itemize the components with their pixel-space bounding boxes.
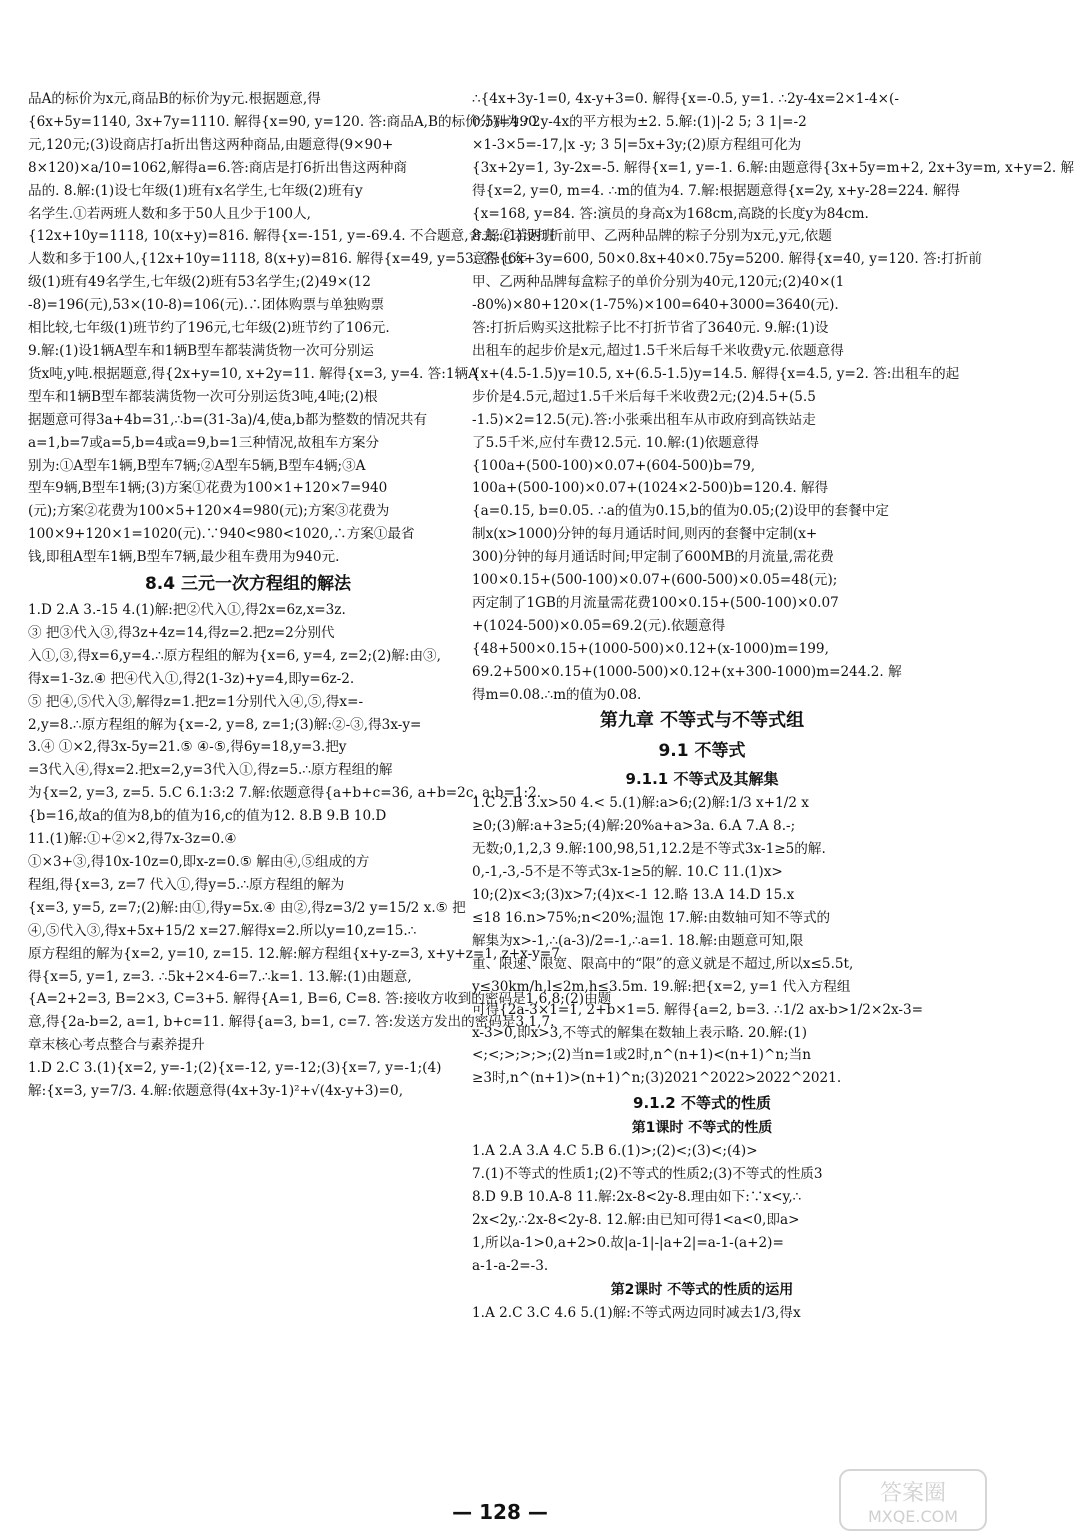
text-line: 8×120)×a/10=1062,解得a=6.答:商店是打6折出售这两种商	[28, 159, 407, 176]
text-line: 意,得{2a-b=2, a=1, b+c=11. 解得{a=3, b=1, c=7. 答:发送方发出的密码是3,1,7.	[28, 1014, 555, 1031]
text-line: 章末核心考点整合与素养提升	[28, 1037, 205, 1054]
text-line: 为{x=2, y=3, z=5. 5.C 6.1:3:2 7.解:依题意得{a+b+c=36, a+b=2c, a:b=1:2.	[28, 785, 542, 802]
text-line: {6x+5y=1140, 3x+7y=1110. 解得{x=90, y=120. 答:商品A,B的标价分别为90	[28, 113, 537, 130]
section-heading: 第九章 不等式与不等式组	[599, 710, 805, 732]
text-line: (元);方案②花费为100×5+120×4=980(元);方案③花费为	[28, 503, 390, 520]
text-line: 品A的标价为x元,商品B的标价为y元.根据题意,得	[28, 91, 321, 107]
text-line: 甲、乙两种品牌每盒粽子的单价分别为40元,120元;(2)40×(1	[472, 274, 845, 291]
text-line: 答:打折后购买这批粽子比不打折节省了3640元. 9.解:(1)设	[472, 320, 829, 337]
text-line: 1,所以a-1>0,a+2>0.故|a-1|-|a+2|=a-1-(a+2)=	[472, 1234, 784, 1251]
text-line: {x=168, y=84. 答:演员的身高x为168cm,高跷的长度y为84cm.	[472, 205, 869, 222]
text-line: ∴{4x+3y-1=0, 4x-y+3=0. 解得{x=-0.5, y=1. ∴2y-4x=2×1-4×(-	[472, 91, 899, 107]
text-line: 1.D 2.A 3.-15 4.(1)解:把②代入①,得2x=6z,x=3z.	[28, 602, 346, 619]
page-number: — 128 —	[452, 1500, 548, 1524]
text-line: ×1-3×5=-17,|x -y; 3 5|=5x+3y;(2)原方程组可化为	[472, 136, 802, 153]
text-line: ④,⑤代入③,得x+5x+15/2 x=27.解得x=2.所以y=10,z=15.∴	[28, 922, 417, 939]
text-line: a=1,b=7或a=5,b=4或a=9,b=1三种情况,故租车方案分	[28, 434, 380, 451]
text-line: 意得{6x+3y=600, 50×0.8x+40×0.75y=5200. 解得{x=40, y=120. 答:打折前	[472, 251, 982, 268]
text-line: 丙定制了1GB的月流量需花费100×0.15+(500-100)×0.07	[472, 594, 839, 611]
svg-text:MXQE.COM: MXQE.COM	[867, 1507, 959, 1526]
text-line: 得{x=2, y=0, m=4. ∴m的值为4. 7.解:根据题意得{x=2y, x+y-28=224. 解得	[472, 182, 960, 199]
section-heading: 第1课时 不等式的性质	[631, 1120, 773, 1137]
section-heading: 第2课时 不等式的性质的运用	[610, 1281, 794, 1298]
text-line: ⑤ 把④,⑤代入③,解得z=1.把z=1分别代入④,⑤,得x=-	[28, 693, 364, 710]
text-line: <;<;>;>;>;(2)当n=1或2时,n^(n+1)<(n+1)^n;当n	[472, 1047, 812, 1064]
text-line: 钱,即租A型车1辆,B型车7辆,最少租车费用为940元.	[28, 549, 340, 566]
text-line: 出租车的起步价是x元,超过1.5千米后每千米收费y元.依题意得	[472, 342, 844, 359]
text-line: a-1-a-2=-3.	[472, 1257, 549, 1274]
answer-column-right	[472, 88, 1074, 1325]
text-line: 货x吨,y吨.根据题意,得{2x+y=10, x+2y=11. 解得{x=3, y=4. 答:1辆A	[28, 365, 478, 382]
text-line: 解:{x=3, y=7/3. 4.解:依题意得(4x+3y-1)²+√(4x-y+3)=0,	[28, 1083, 404, 1100]
text-line: ≥3时,n^(n+1)>(n+1)^n;(3)2021^2022>2022^2021.	[472, 1070, 842, 1087]
text-line: 11.(1)解:①+②×2,得7x-3z=0.④	[28, 831, 237, 848]
text-line: {48+500×0.15+(1000-500)×0.12+(x-1000)m=199,	[472, 640, 829, 657]
text-line: 相比较,七年级(1)班节约了196元,七年级(2)班节约了106元.	[28, 320, 390, 337]
text-line: 得m=0.08.∴m的值为0.08.	[472, 686, 642, 703]
text-line: y≤30km/h,l≤2m,h≤3.5m. 19.解:把{x=2, y=1 代入方程组	[472, 978, 851, 995]
text-line: -80%)×80+120×(1-75%)×100=640+3000=3640(元).	[472, 297, 839, 314]
text-line: 入①,③,得x=6,y=4.∴原方程组的解为{x=6, y=4, z=2;(2)解:由③,	[28, 647, 441, 664]
text-line: 10;(2)x<3;(3)x>7;(4)x<-1 12.略 13.A 14.D 15.x	[472, 887, 795, 904]
text-line: {A=2+2=3, B=2×3, C=3+5. 解得{A=1, B=6, C=8. 答:接收方收到的密码是1,6,8;(2)由题	[28, 991, 612, 1008]
text-line: 9.解:(1)设1辆A型车和1辆B型车都装满货物一次可分别运	[28, 342, 374, 359]
text-line: 了5.5千米,应付车费12.5元. 10.解:(1)依题意得	[472, 434, 760, 451]
text-line: 1.D 2.C 3.(1){x=2, y=-1;(2){x=-12, y=-12;(3){x=7, y=-1;(4)	[28, 1060, 442, 1077]
text-line: 无数;0,1,2,3 9.解:100,98,51,12.2是不等式3x-1≥5的解.	[472, 841, 826, 858]
text-line: 69.2+500×0.15+(1000-500)×0.12+(x+300-1000)m=244.2. 解	[472, 663, 902, 680]
text-line: =3代入④,得x=2.把x=2,y=3代入①,得z=5.∴原方程组的解	[28, 762, 393, 779]
text-line: ≥0;(3)解:a+3≥5;(4)解:20%a+a>3a. 6.A 7.A 8.-;	[472, 818, 796, 835]
text-line: {x+(4.5-1.5)y=10.5, x+(6.5-1.5)y=14.5. 解得{x=4.5, y=2. 答:出租车的起	[472, 365, 960, 382]
watermark-logo	[838, 1468, 988, 1532]
text-line: 元,120元;(3)设商店打a折出售这两种商品,由题意得(9×90+	[28, 136, 394, 153]
text-line: -1.5)×2=12.5(元).答:小张乘出租车从市政府到高铁站走	[472, 411, 816, 428]
text-line: {x=3, y=5, z=7;(2)解:由①,得y=5x.④ 由②,得z=3/2 y=15/2 x.⑤ 把	[28, 899, 466, 916]
section-heading: 9.1.1 不等式及其解集	[625, 770, 779, 789]
text-line: 原方程组的解为{x=2, y=10, z=15. 12.解:解方程组{x+y-z=3, x+y+z=1, z+x-y=7	[28, 945, 560, 962]
text-line: {b=16,故a的值为8,b的值为16,c的值为12. 8.B 9.B 10.D	[28, 808, 387, 825]
text-line: 3.④ ①×2,得3x-5y=21.⑤ ④-⑤,得6y=18,y=3.把y	[28, 739, 347, 756]
svg-text:答案圈: 答案圈	[879, 1481, 947, 1506]
text-line: x-3>0,即x>3,不等式的解集在数轴上表示略. 20.解:(1)	[472, 1024, 808, 1041]
section-heading: 9.1.2 不等式的性质	[633, 1094, 771, 1113]
text-line: 型车和1辆B型车都装满货物一次可分别运货3吨,4吨;(2)根	[28, 388, 378, 405]
text-line: 300)分钟的每月通话时间;甲定制了600MB的月流量,需花费	[472, 549, 834, 566]
text-line: 重、限速、限宽、限高中的“限”的意义就是不超过,所以x≤5.5t,	[472, 955, 854, 972]
text-line: 得x=1-3z.④ 把④代入①,得2(1-3z)+y=4,即y=6z-2.	[28, 670, 355, 687]
text-line: 别为:①A型车1辆,B型车7辆;②A型车5辆,B型车4辆;③A	[28, 457, 366, 474]
text-line: 型车9辆,B型车1辆;(3)方案①花费为100×1+120×7=940	[28, 480, 388, 497]
text-line: 0.5)=4.∴2y-4x的平方根为±2. 5.解:(1)|-2 5; 3 1|=-2	[472, 113, 807, 130]
text-line: 可得{2a-3×1=1, 2+b×1=5. 解得{a=2, b=3. ∴1/2 ax-b>1/2×2x-3=	[472, 1001, 924, 1018]
text-line: 名学生.①若两班人数和多于50人且少于100人,	[28, 205, 311, 222]
text-line: 人数和多于100人,{12x+10y=1118, 8(x+y)=816. 解得{x=49, y=53. 答:七年	[28, 251, 528, 268]
text-line: 1.A 2.A 3.A 4.C 5.B 6.(1)>;(2)<;(3)<;(4)>	[472, 1143, 758, 1160]
text-line: ≤18 16.n>75%;n<20%;温饱 17.解:由数轴可知不等式的	[472, 910, 831, 926]
text-line: 100×0.15+(500-100)×0.07+(600-500)×0.05=48(元);	[472, 572, 838, 589]
text-line: 0,-1,-3,-5不是不等式3x-1≥5的解. 10.C 11.(1)x>	[472, 864, 783, 881]
text-line: 解集为x>-1,∴(a-3)/2=-1,∴a=1. 18.解:由题意可知,限	[472, 932, 804, 949]
text-line: +(1024-500)×0.05=69.2(元).依题意得	[472, 617, 726, 634]
section-heading: 9.1 不等式	[658, 741, 746, 762]
text-line: 级(1)班有49名学生,七年级(2)班有53名学生;(2)49×(12	[28, 274, 371, 291]
text-line: 2x<2y,∴2x-8<2y-8. 12.解:由已知可得1<a<0,即a>	[472, 1211, 800, 1228]
text-line: {12x+10y=1118, 10(x+y)=816. 解得{x=-151, y=-69.4. 不合题意,舍去;②若两班	[28, 228, 555, 245]
text-line: ③ 把③代入③,得3z+4z=14,得z=2.把z=2分别代	[28, 624, 335, 641]
text-line: 100a+(500-100)×0.07+(1024×2-500)b=120.4. 解得	[472, 480, 829, 497]
text-line: 制x(x>1000)分钟的每月通话时间,则丙的套餐中定制(x+	[472, 526, 818, 543]
text-line: 得{x=5, y=1, z=3. ∴5k+2×4-6=7.∴k=1. 13.解:(1)由题意,	[28, 968, 412, 985]
text-line: 7.(1)不等式的性质1;(2)不等式的性质2;(3)不等式的性质3	[472, 1166, 823, 1183]
text-line: 1.C 2.B 3.x>50 4.< 5.(1)解:a>6;(2)解:1/3 x+1/2 x	[472, 795, 809, 812]
text-line: ①×3+③,得10x-10z=0,即x-z=0.⑤ 解由④,⑤组成的方	[28, 854, 370, 870]
text-line: 据题意可得3a+4b=31,∴b=(31-3a)/4,使a,b都为整数的情况共有	[28, 411, 428, 428]
text-line: 2,y=8.∴原方程组的解为{x=-2, y=8, z=1;(3)解:②-③,得3x-y=	[28, 716, 422, 733]
text-line: 步价是4.5元,超过1.5千米后每千米收费2元;(2)4.5+(5.5	[472, 388, 816, 405]
text-line: 8.解:(1)设打折前甲、乙两种品牌的粽子分别为x元,y元,依题	[472, 228, 832, 245]
text-line: 100×9+120×1=1020(元).∵940<980<1020,∴方案①最省	[28, 526, 415, 543]
text-line: 1.A 2.C 3.C 4.6 5.(1)解:不等式两边同时减去1/3,得x	[472, 1304, 801, 1321]
text-line: {a=0.15, b=0.05. ∴a的值为0.15,b的值为0.05;(2)设甲的套餐中定	[472, 503, 889, 520]
section-heading: 8.4 三元一次方程组的解法	[144, 574, 352, 595]
text-line: 8.D 9.B 10.A-8 11.解:2x-8<2y-8.理由如下:∵x<y,∴	[472, 1189, 802, 1206]
text-line: -8)=196(元),53×(10-8)=106(元).∴团体购票与单独购票	[28, 297, 385, 314]
text-line: 品的. 8.解:(1)设七年级(1)班有x名学生,七年级(2)班有y	[28, 182, 363, 199]
text-line: {100a+(500-100)×0.07+(604-500)b=79,	[472, 457, 756, 474]
text-line: 程组,得{x=3, z=7 代入①,得y=5.∴原方程组的解为	[28, 876, 345, 893]
text-line: {3x+2y=1, 3y-2x=-5. 解得{x=1, y=-1. 6.解:由题意得{3x+5y=m+2, 2x+3y=m, x+y=2. 解	[472, 159, 1074, 176]
